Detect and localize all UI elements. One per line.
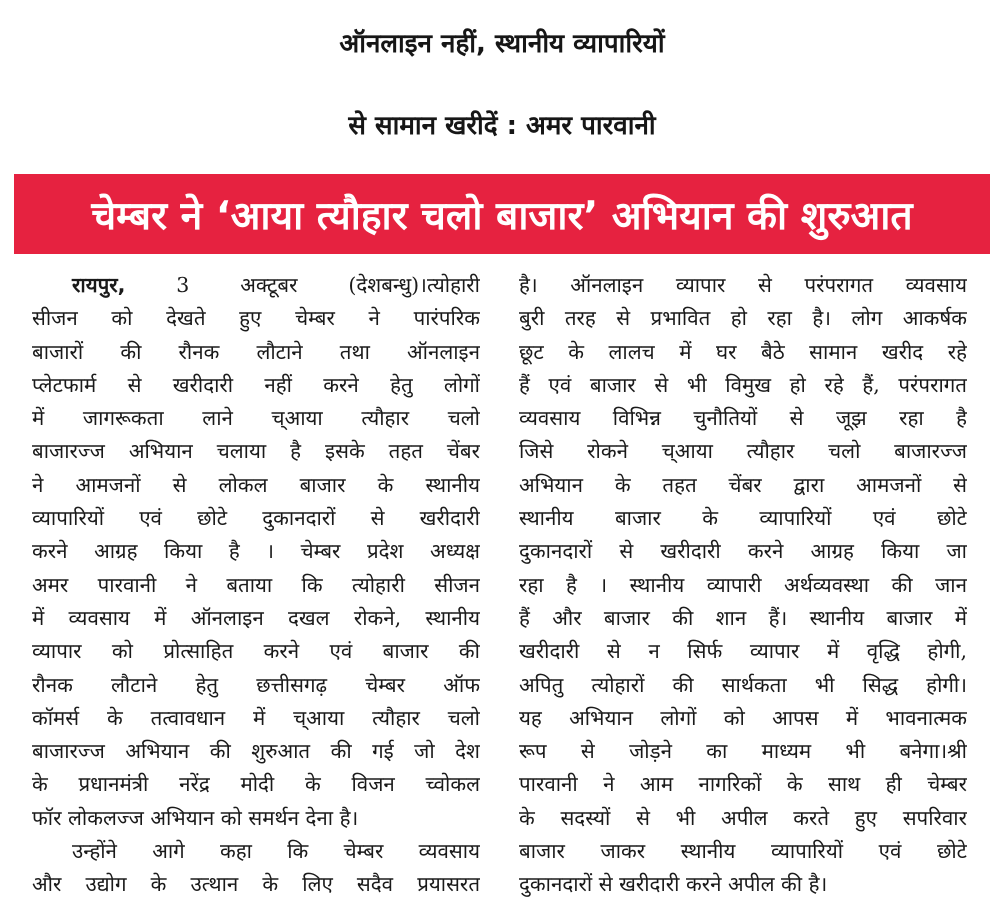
article-line: ने आमजनों से लोकल बाजार के स्थानीय [32,472,480,497]
article-line: है। ऑनलाइन व्यापार से परंपरागत व्यवसाय [519,273,967,297]
article-line: स्थानीय बाजार के व्यापारियों एवं छोटे [519,506,967,531]
article-line [32,269,480,302]
article-line: व्यापारियों एवं छोटे दुकानदारों से खरीदारी [32,506,480,531]
article-line: में जागरूकता लाने च्आया त्यौहार चलो [32,406,480,431]
article-line: खरीदारी से न सिर्फ व्यापार में वृद्धि होगी, [519,639,967,664]
article-line: बाजारज्ज अभियान की शुरुआत की गई जो देश [32,739,480,764]
article-line: रूप से जोड़ने का माध्यम भी बनेगा।श्री [519,739,967,764]
dateline: रायपुर, [72,273,126,297]
article-line: प्लेटफार्म से खरीदारी नहीं करने हेतु लोगों [32,372,480,397]
subheadline-text: चेम्बर ने ‘आया त्यौहार चलो बाजार’ अभियान की शुरुआत [91,193,913,239]
subheadline-banner [14,174,990,254]
headline-line-1: ऑनलाइन नहीं, स्थानीय व्यापारियों [339,29,665,59]
article-line: छूट के लालच में घर बैठे सामान खरीद रहे [519,339,967,364]
article-line: और उद्योग के उत्थान के लिए सदैव प्रयासरत [32,872,480,897]
article-line: अपितु त्योहारों की सार्थकता भी सिद्ध होगी। [519,672,967,697]
article-line: करने आग्रह किया है । चेम्बर प्रदेश अध्यक्ष [32,539,480,564]
article-line: कॉमर्स के तत्वावधान में च्आया त्यौहार चलो [32,705,480,730]
article-line: बुरी तरह से प्रभावित हो रहा है। लोग आकर्षक [519,306,967,331]
article-line: में व्यवसाय में ऑनलाइन दखल रोकने, स्थानीय [32,605,480,630]
article-line: जिसे रोकने च्आया त्यौहार चलो बाजारज्ज [519,439,967,464]
article-line: के सदस्यों से भी अपील करते हुए सपरिवार [519,805,967,830]
article-line: बाजारज्ज अभियान चलाया है इसके तहत चेंबर [32,439,480,464]
article-column-left [32,269,480,902]
article-line: सीजन को देखते हुए चेम्बर ने पारंपरिक [32,306,480,331]
article-line: अभियान के तहत चेंबर द्वारा आमजनों से [519,472,967,497]
article-line: व्यापार को प्रोत्साहित करने एवं बाजार की [32,639,480,664]
article-line: के प्रधानमंत्री नरेंद्र मोदी के विजन च्वोकल [32,772,480,797]
article-line: हैं और बाजार की शान हैं। स्थानीय बाजार में [519,605,967,630]
article-line: अमर पारवानी ने बताया कि त्योहारी सीजन [32,572,480,597]
article-line: बाजारों की रौनक लौटाने तथा ऑनलाइन [32,339,480,364]
article-line: यह अभियान लोगों को आपस में भावनात्मक [519,705,967,730]
article-line: दुकानदारों से खरीदारी करने अपील की है। [519,872,828,897]
article-line: व्यवसाय विभिन्न चुनौतियों से जूझ रहा है [519,406,967,431]
article-line: उन्होंने आगे कहा कि चेम्बर व्यवसाय [72,839,480,864]
article-line: रौनक लौटाने हेतु छत्तीसगढ़ चेम्बर ऑफ [32,672,480,697]
headline-line-2: से सामान खरीदें : अमर पारवानी [348,111,656,141]
article-line: बाजार जाकर स्थानीय व्यापारियों एवं छोटे [519,839,967,864]
article-line: रहा है । स्थानीय व्यापारी अर्थव्यवस्था की जान [519,572,967,597]
article-line: पारवानी ने आम नागरिकों के साथ ही चेम्बर [519,772,967,797]
article-line: हैं एवं बाजार से भी विमुख हो रहे हैं, परंपरागत [519,372,967,397]
article-line: फॉर लोकलज्ज अभियान को समर्थन देना है। [32,805,359,830]
article-line-text: 3 अक्टूबर (देशबन्धु)।त्योहारी [176,273,480,297]
article-column-right [519,269,967,902]
article-line: दुकानदारों से खरीदारी करने आग्रह किया जा [519,539,967,564]
